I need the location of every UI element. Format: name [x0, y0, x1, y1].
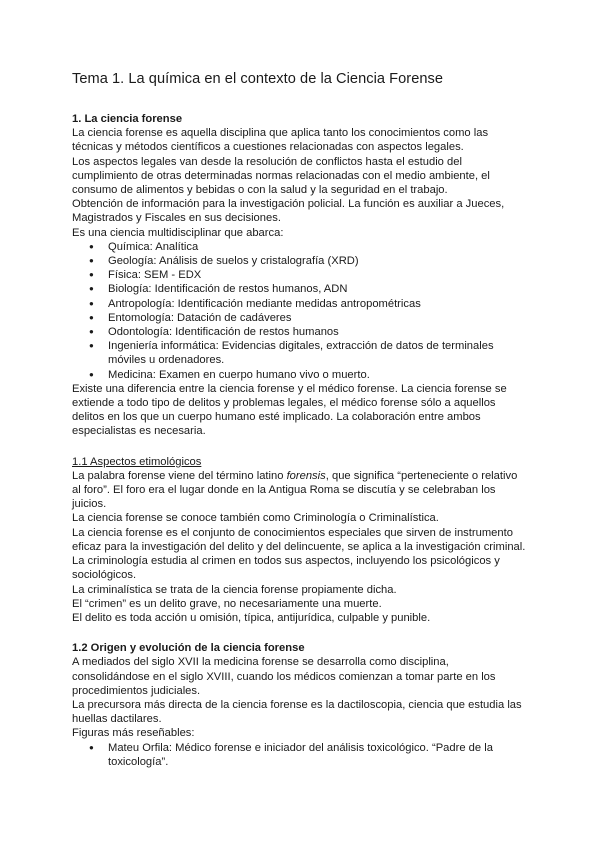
list-item: ● Mateu Orfila: Médico forense e iniciador del análisis toxicológico. “Padre de la toxicología”. — [89, 741, 528, 769]
section-aspectos-etimologicos — [72, 455, 528, 625]
section-ciencia-forense — [72, 112, 528, 439]
list-item: ● Medicina: Examen en cuerpo humano vivo o muerto. — [89, 368, 528, 382]
list-item: ● Odontología: Identificación de restos humanos — [89, 325, 528, 339]
paragraph: La criminalística se trata de la ciencia forense propiamente dicha. — [72, 583, 397, 596]
list-item: ● Ingeniería informática: Evidencias digitales, extracción de datos de terminales móviles u ordenadores. — [89, 339, 528, 367]
paragraph: El “crimen” es un delito grave, no necesariamente una muerte. — [72, 597, 382, 610]
paragraph: La criminología estudia al crimen en todos sus aspectos, incluyendo los psicológicos y sociológicos. — [72, 555, 500, 582]
paragraph: Los aspectos legales van desde la resolución de conflictos hasta el estudio del cumplimiento de otras determinadas normas relacionadas con el medio ambiente, el consumo de alimentos y bebidas o con la salud y la seguridad en el trabajo. — [72, 155, 490, 197]
paragraph: La precursora más directa de la ciencia forense es la dactiloscopia, ciencia que estudia las huellas dactilares. — [72, 698, 522, 726]
section-origen-evolucion — [72, 641, 528, 769]
latin-term: forensis — [286, 469, 326, 482]
section-heading: 1.2 Origen y evolución de la ciencia forense — [72, 642, 305, 655]
paragraph: La ciencia forense es el conjunto de conocimientos especiales que sirven de instrumento eficaz para la investigación del delito y del delincuente, se aplica a la investigación criminal. — [72, 526, 526, 553]
paragraph: La ciencia forense se conoce también como Criminología o Criminalística. — [72, 512, 439, 525]
paragraph: El delito es toda acción u omisión, típica, antijurídica, culpable y punible. — [72, 611, 431, 624]
subsection-heading: 1.1 Aspectos etimológicos — [72, 455, 202, 468]
list-item: ● Geología: Análisis de suelos y cristalografía (XRD) — [89, 254, 528, 268]
list-item: ● Antropología: Identificación mediante medidas antropométricas — [89, 297, 528, 311]
paragraph: A mediados del siglo XVII la medicina forense se desarrolla como disciplina, consolidándose en el siglo XVIII, cuando los médicos comienzan a tomar parte en los procedimientos judiciales. — [72, 656, 496, 697]
list-item: ● Física: SEM - EDX — [89, 268, 528, 282]
paragraph: Obtención de información para la investigación policial. La función es auxiliar a Jueces, Magistrados y Fiscales en sus decisiones. — [72, 198, 505, 225]
disciplines-list — [72, 240, 528, 382]
text-span: La palabra forense viene del término latino — [72, 469, 287, 482]
figures-list — [72, 741, 528, 769]
paragraph — [72, 469, 528, 512]
section-heading: 1. La ciencia forense — [72, 113, 183, 125]
paragraph: La ciencia forense es aquella disciplina que aplica tanto los conocimientos como las técnicas y métodos científicos a cuestiones relacionadas con aspectos legales. — [72, 127, 489, 154]
paragraph: Es una ciencia multidisciplinar que abarca: — [72, 226, 284, 239]
list-item: ● Entomología: Datación de cadáveres — [89, 311, 528, 325]
list-item: ● Biología: Identificación de restos humanos, ADN — [89, 282, 528, 296]
list-item: ● Química: Analítica — [89, 240, 528, 254]
text-span: , que significa “perteneciente o relativo al foro”. El foro era el lugar donde en la Antigua Roma se discutía y se celebraban los juicios. — [72, 469, 518, 511]
paragraph: Existe una diferencia entre la ciencia forense y el médico forense. La ciencia forense se extiende a todo tipo de delitos y problemas legales, el médico forense sólo a aquellos delitos en los que un cuerpo humano esté implicado. La colaboración entre ambos especialistas es necesaria. — [72, 382, 507, 438]
paragraph: Figuras más reseñables: — [72, 727, 195, 740]
page-title: Tema 1. La química en el contexto de la Ciencia Forense — [72, 71, 444, 87]
